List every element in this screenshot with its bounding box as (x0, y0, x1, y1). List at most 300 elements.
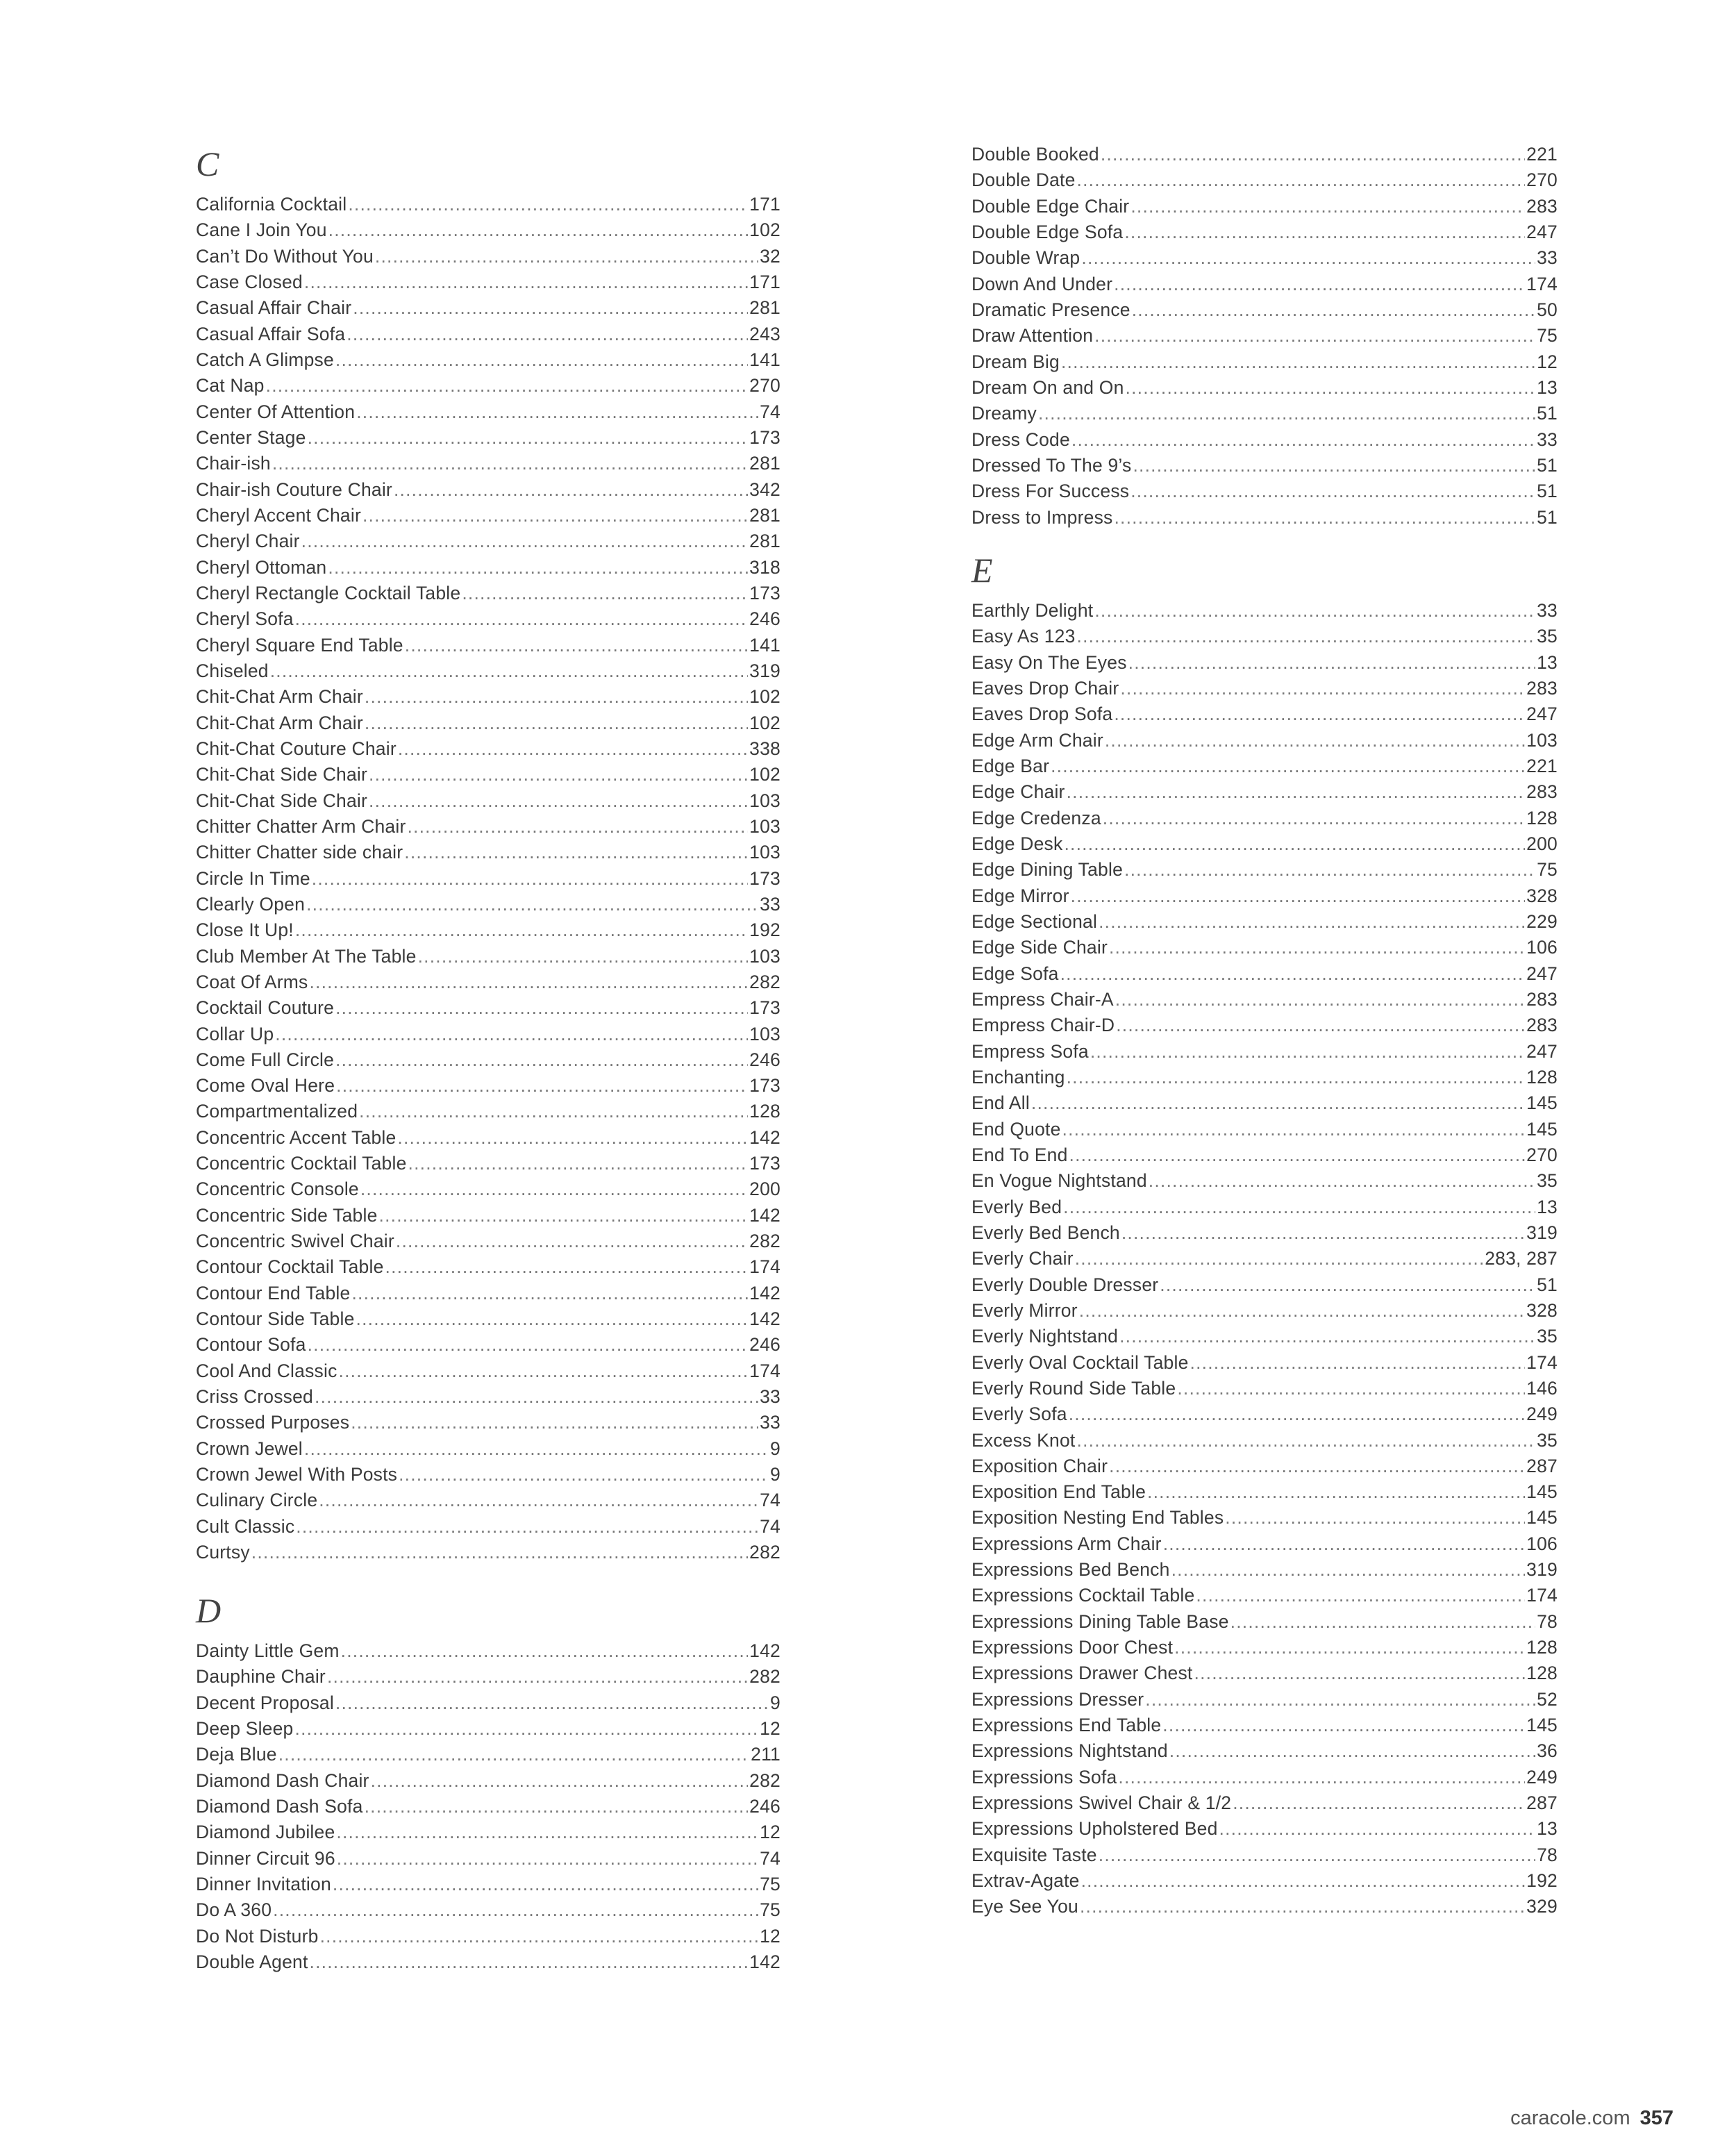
dot-leader (251, 1540, 748, 1565)
entry-name: Easy On The Eyes (971, 651, 1127, 673)
index-entry (971, 883, 1558, 909)
dot-leader (1114, 272, 1525, 297)
entry-name: Close It Up! (196, 919, 294, 941)
dot-leader (1130, 478, 1535, 504)
dot-leader (398, 736, 748, 762)
index-entry (196, 1151, 781, 1176)
entry-name: Concentric Swivel Chair (196, 1231, 394, 1252)
entry-page-number: 103 (1526, 729, 1558, 751)
dot-leader (1103, 806, 1525, 831)
entry-name: Dauphine Chair (196, 1666, 326, 1688)
dot-leader (1099, 909, 1525, 935)
dot-leader (1064, 831, 1525, 857)
dot-leader (336, 1819, 758, 1845)
entry-name: Criss Crossed (196, 1386, 313, 1408)
dot-leader (362, 503, 748, 528)
entry-page-number: 283 (1526, 1015, 1558, 1036)
entry-page-number: 35 (1537, 1429, 1558, 1451)
entry-name: Double Edge Chair (971, 195, 1130, 217)
index-entry (971, 1194, 1558, 1220)
dot-leader (1109, 1454, 1525, 1479)
entry-page-number: 141 (749, 634, 781, 656)
index-entry (196, 217, 781, 243)
section-heading-c: C (196, 144, 219, 183)
dot-leader (1163, 1531, 1525, 1557)
dot-leader (356, 1306, 749, 1332)
entry-page-number: 13 (1537, 1818, 1558, 1840)
dot-leader (1101, 142, 1525, 167)
index-entry (971, 1065, 1558, 1090)
dot-leader (1225, 1505, 1525, 1531)
index-entry (196, 1872, 781, 1897)
index-entry (971, 1090, 1558, 1116)
dot-leader (396, 1229, 748, 1254)
index-entry (971, 167, 1558, 193)
entry-name: Expressions Swivel Chair & 1/2 (971, 1792, 1232, 1814)
entry-name: Expressions Dining Table Base (971, 1610, 1229, 1632)
entry-name: Earthly Delight (971, 600, 1094, 621)
dot-leader (385, 1254, 749, 1280)
entry-page-number: 13 (1537, 376, 1558, 398)
index-entry (196, 1254, 781, 1280)
entry-name: Center Of Attention (196, 401, 356, 422)
entry-list-c (196, 192, 781, 1565)
entry-name: Expressions Drawer Chest (971, 1663, 1193, 1684)
entry-name: Edge Sofa (971, 963, 1059, 984)
entry-page-number: 243 (749, 323, 781, 344)
index-entry (196, 1690, 781, 1716)
entry-page-number: 328 (1526, 885, 1558, 906)
entry-page-number: 200 (1526, 833, 1558, 854)
index-entry (196, 1358, 781, 1384)
entry-page-number: 128 (749, 1101, 781, 1122)
entry-page-number: 281 (749, 531, 781, 552)
entry-page-number: 75 (1537, 859, 1558, 881)
entry-page-number: 102 (749, 764, 781, 785)
dot-leader (312, 866, 748, 892)
index-entry (196, 684, 781, 710)
index-entry (971, 1246, 1558, 1272)
entry-page-number: 128 (1526, 1066, 1558, 1088)
site-name: caracole.com (1510, 2107, 1630, 2129)
entry-name: Cocktail Couture (196, 997, 335, 1019)
entry-name: Do A 360 (196, 1899, 272, 1921)
dot-leader (360, 1176, 748, 1202)
page-number: 357 (1639, 2107, 1674, 2129)
dot-leader (320, 1924, 759, 1949)
entry-page-number: 319 (1526, 1559, 1558, 1581)
entry-name: Everly Double Dresser (971, 1274, 1159, 1295)
dot-leader (1196, 1583, 1525, 1608)
index-entry (971, 478, 1558, 504)
entry-page-number: 146 (1526, 1377, 1558, 1399)
index-entry (971, 219, 1558, 245)
entry-name: Cheryl Square End Table (196, 634, 403, 656)
index-entry (196, 917, 781, 943)
dot-leader (1077, 1428, 1536, 1454)
dot-leader (1119, 1324, 1535, 1349)
index-entry (971, 1660, 1558, 1686)
dot-leader (1116, 1013, 1525, 1038)
index-entry (971, 194, 1558, 219)
entry-page-number: 171 (749, 271, 781, 292)
index-entry (971, 1324, 1558, 1349)
entry-name: Cheryl Sofa (196, 608, 294, 630)
entry-name: Exposition Nesting End Tables (971, 1507, 1224, 1529)
entry-name: Empress Chair-D (971, 1015, 1115, 1036)
entry-name: Double Agent (196, 1951, 308, 1972)
entry-page-number: 174 (1526, 273, 1558, 294)
entry-name: Empress Sofa (971, 1040, 1089, 1062)
entry-page-number: 287 (1526, 1455, 1558, 1476)
dot-leader (336, 1073, 748, 1099)
entry-page-number: 247 (1526, 963, 1558, 984)
entry-name: Everly Oval Cocktail Table (971, 1351, 1189, 1373)
entry-name: Chair-ish Couture Chair (196, 478, 392, 500)
entry-page-number: 282 (749, 971, 781, 992)
entry-page-number: 9 (770, 1438, 781, 1459)
dot-leader (1147, 1479, 1525, 1505)
dot-leader (1038, 401, 1535, 426)
entry-page-number: 192 (1526, 1870, 1558, 1892)
dot-leader (337, 1846, 758, 1872)
entry-page-number: 13 (1537, 1196, 1558, 1217)
index-entry (971, 1505, 1558, 1531)
dot-leader (1160, 1272, 1535, 1298)
index-entry (971, 987, 1558, 1013)
entry-page-number: 174 (1526, 1585, 1558, 1606)
index-entry (196, 269, 781, 295)
dot-leader (356, 399, 758, 425)
entry-page-number: 249 (1526, 1404, 1558, 1425)
index-entry (971, 245, 1558, 271)
index-entry (971, 323, 1558, 349)
entry-page-number: 51 (1537, 454, 1558, 476)
entry-page-number: 142 (749, 1282, 781, 1304)
entry-page-number: 74 (760, 1847, 781, 1869)
index-entry (971, 1117, 1558, 1142)
index-entry (971, 1220, 1558, 1246)
index-entry (196, 840, 781, 865)
entry-page-number: 106 (1526, 1533, 1558, 1554)
entry-name: Dress to Impress (971, 506, 1113, 528)
index-entry (196, 892, 781, 917)
dot-leader (308, 1332, 749, 1358)
dot-leader (309, 969, 748, 995)
entry-name: Crown Jewel With Posts (196, 1464, 398, 1485)
entry-name: Cane I Join You (196, 219, 327, 241)
entry-name: Cool And Classic (196, 1360, 337, 1381)
index-entry (971, 1842, 1558, 1868)
dot-leader (1126, 375, 1536, 401)
entry-name: Contour End Table (196, 1282, 351, 1304)
dot-leader (1069, 1401, 1525, 1427)
dot-leader (1169, 1738, 1535, 1764)
entry-page-number: 103 (749, 945, 781, 967)
entry-list-d (196, 1638, 781, 1975)
entry-name: Cheryl Chair (196, 531, 300, 552)
entry-name: End To End (971, 1144, 1068, 1165)
entry-page-number: 35 (1537, 1170, 1558, 1192)
entry-name: Chit-Chat Side Chair (196, 790, 368, 811)
dot-leader (347, 322, 748, 347)
index-entry (196, 1073, 781, 1099)
entry-page-number: 74 (760, 1515, 781, 1537)
index-entry (971, 961, 1558, 987)
index-entry (971, 1531, 1558, 1557)
dot-leader (335, 995, 748, 1021)
dot-leader (394, 477, 748, 503)
section-c (196, 143, 781, 1565)
entry-name: Crown Jewel (196, 1438, 303, 1459)
index-entry (196, 1664, 781, 1690)
entry-page-number: 173 (749, 426, 781, 448)
dot-leader (304, 269, 748, 295)
index-entry (196, 192, 781, 217)
page-footer (1510, 2104, 1674, 2132)
dot-leader (301, 528, 749, 554)
entry-name: Crossed Purposes (196, 1412, 350, 1433)
dot-leader (351, 1281, 748, 1306)
section-d (196, 1590, 781, 1975)
index-entry (971, 1168, 1558, 1194)
dot-leader (328, 217, 749, 243)
entry-name: Enchanting (971, 1066, 1065, 1088)
entry-name: Cheryl Accent Chair (196, 504, 361, 526)
entry-name: Edge Bar (971, 755, 1050, 776)
dot-leader (308, 425, 749, 451)
entry-page-number: 270 (1526, 169, 1558, 191)
index-entry (196, 477, 781, 503)
index-entry (971, 1142, 1558, 1168)
dot-leader (1109, 935, 1525, 960)
entry-page-number: 246 (749, 608, 781, 630)
index-entry (971, 728, 1558, 753)
dot-leader (1177, 1376, 1525, 1401)
entry-page-number: 78 (1537, 1610, 1558, 1632)
dot-leader (1075, 1246, 1484, 1272)
dot-leader (1194, 1660, 1526, 1686)
index-entry (196, 866, 781, 892)
index-entry (971, 650, 1558, 676)
entry-page-number: 270 (749, 375, 781, 397)
entry-page-number: 102 (749, 712, 781, 733)
index-entry (196, 1924, 781, 1949)
entry-name: Culinary Circle (196, 1490, 318, 1511)
index-entry (196, 658, 781, 684)
dot-leader (462, 581, 748, 606)
index-entry (971, 806, 1558, 831)
entry-page-number: 174 (749, 1360, 781, 1381)
entry-page-number: 50 (1537, 299, 1558, 320)
dot-leader (397, 1125, 748, 1151)
dot-leader (266, 373, 749, 399)
dot-leader (365, 1794, 749, 1819)
entry-name: End All (971, 1092, 1030, 1114)
index-entry (971, 909, 1558, 935)
entry-name: Compartmentalized (196, 1101, 358, 1122)
entry-name: Come Full Circle (196, 1049, 335, 1070)
entry-name: Eye See You (971, 1896, 1078, 1917)
section-e (971, 549, 1558, 1920)
index-entry (971, 701, 1558, 727)
index-entry (971, 1272, 1558, 1298)
entry-name: Double Booked (971, 144, 1099, 165)
index-entry (196, 1384, 781, 1410)
entry-page-number: 33 (760, 893, 781, 915)
index-entry (196, 1949, 781, 1975)
entry-name: Everly Bed Bench (971, 1222, 1120, 1243)
entry-page-number: 12 (1537, 351, 1558, 372)
entry-name: Chit-Chat Couture Chair (196, 738, 397, 759)
entry-page-number: 141 (749, 349, 781, 370)
entry-page-number: 319 (1526, 1222, 1558, 1243)
index-entry (971, 1635, 1558, 1660)
index-entry (196, 1176, 781, 1202)
index-entry (971, 753, 1558, 779)
dot-leader (1130, 194, 1525, 219)
entry-name: Edge Arm Chair (971, 729, 1103, 751)
dot-leader (1067, 1065, 1526, 1090)
dot-leader (351, 1410, 758, 1435)
entry-name: Cat Nap (196, 375, 265, 397)
entry-name: Dress For Success (971, 481, 1130, 502)
entry-name: Diamond Jubilee (196, 1822, 335, 1843)
entry-page-number: 74 (760, 1490, 781, 1511)
entry-name: California Cocktail (196, 194, 347, 215)
entry-page-number: 128 (1526, 1637, 1558, 1658)
dot-leader (272, 451, 748, 476)
index-entry (196, 1638, 781, 1664)
entry-name: Everly Mirror (971, 1299, 1078, 1321)
index-entry (196, 1462, 781, 1488)
entry-name: Dream Big (971, 351, 1060, 372)
entry-name: Empress Chair-A (971, 988, 1114, 1010)
dot-leader (407, 814, 748, 840)
entry-name: Club Member At The Table (196, 945, 417, 967)
entry-page-number: 211 (751, 1744, 781, 1765)
entry-page-number: 142 (749, 1204, 781, 1226)
entry-name: Double Wrap (971, 247, 1080, 269)
dot-leader (1145, 1687, 1535, 1713)
entry-page-number: 33 (760, 1386, 781, 1408)
entry-page-number: 145 (1526, 1118, 1558, 1140)
dot-leader (1077, 624, 1536, 649)
entry-name: Extrav-Agate (971, 1870, 1080, 1892)
index-entry (196, 503, 781, 528)
entry-page-number: 33 (1537, 600, 1558, 621)
dot-leader (408, 1151, 749, 1176)
entry-page-number: 33 (1537, 428, 1558, 450)
dot-leader (339, 1358, 749, 1384)
entry-name: Edge Side Chair (971, 937, 1108, 958)
dot-leader (418, 944, 749, 969)
entry-page-number: 282 (749, 1542, 781, 1563)
entry-page-number: 33 (760, 1412, 781, 1433)
dot-leader (1115, 987, 1525, 1013)
entry-name: Chiseled (196, 660, 269, 681)
dot-leader (306, 892, 758, 917)
index-entry (971, 831, 1558, 857)
index-entry (971, 1765, 1558, 1790)
dot-leader (335, 1690, 769, 1716)
dot-leader (371, 1768, 749, 1794)
index-entry (196, 1540, 781, 1565)
index-entry (196, 373, 781, 399)
index-entry (196, 1819, 781, 1845)
index-entry (971, 1298, 1558, 1324)
dot-leader (1174, 1635, 1525, 1660)
index-entry (196, 969, 781, 995)
dot-leader (1121, 1220, 1525, 1246)
index-entry (196, 322, 781, 347)
entry-page-number: 142 (749, 1640, 781, 1661)
entry-name: Exquisite Taste (971, 1844, 1097, 1865)
entry-name: Chit-Chat Arm Chair (196, 686, 363, 708)
index-entry (196, 528, 781, 554)
entry-page-number: 171 (749, 194, 781, 215)
entry-page-number: 102 (749, 219, 781, 241)
entry-page-number: 173 (749, 1153, 781, 1174)
entry-name: Diamond Dash Sofa (196, 1795, 363, 1817)
entry-page-number: 319 (749, 660, 781, 681)
section-d-continued (971, 142, 1558, 531)
entry-name: Chit-Chat Arm Chair (196, 712, 363, 733)
index-entry (971, 505, 1558, 531)
index-entry (196, 1047, 781, 1073)
entry-name: Case Closed (196, 271, 303, 292)
entry-name: Can’t Do Without You (196, 245, 374, 267)
entry-page-number: 145 (1526, 1092, 1558, 1114)
entry-page-number: 12 (760, 1717, 781, 1739)
dot-leader (369, 762, 748, 788)
dot-leader (1094, 598, 1535, 624)
entry-page-number: 173 (749, 582, 781, 603)
index-entry (196, 606, 781, 632)
index-entry (971, 297, 1558, 323)
entry-name: Expressions Arm Chair (971, 1533, 1162, 1554)
entry-name: Come Oval Here (196, 1075, 335, 1097)
dot-leader (1080, 1894, 1525, 1919)
entry-name: End Quote (971, 1118, 1061, 1140)
entry-name: Contour Cocktail Table (196, 1256, 384, 1278)
index-entry (196, 1794, 781, 1819)
entry-page-number: 283 (1526, 195, 1558, 217)
entry-page-number: 145 (1526, 1481, 1558, 1503)
dot-leader (315, 1384, 758, 1410)
entry-page-number: 9 (770, 1464, 781, 1485)
entry-page-number: 103 (749, 815, 781, 837)
index-entry (196, 1203, 781, 1229)
entry-page-number: 249 (1526, 1766, 1558, 1788)
entry-name: Chitter Chatter Arm Chair (196, 815, 406, 837)
entry-name: Exposition Chair (971, 1455, 1108, 1476)
dot-leader (1061, 349, 1535, 375)
dot-leader (328, 555, 748, 581)
index-entry (971, 1816, 1558, 1842)
index-entry (971, 857, 1558, 883)
dot-leader (365, 710, 748, 736)
entry-name: Expressions Dresser (971, 1688, 1144, 1710)
entry-name: Clearly Open (196, 893, 306, 915)
entry-page-number: 229 (1526, 910, 1558, 932)
entry-page-number: 221 (1526, 144, 1558, 165)
dot-leader (1114, 505, 1535, 531)
index-entry (196, 295, 781, 321)
dot-leader (1233, 1790, 1525, 1816)
index-entry (971, 1868, 1558, 1894)
entry-page-number: 247 (1526, 703, 1558, 725)
